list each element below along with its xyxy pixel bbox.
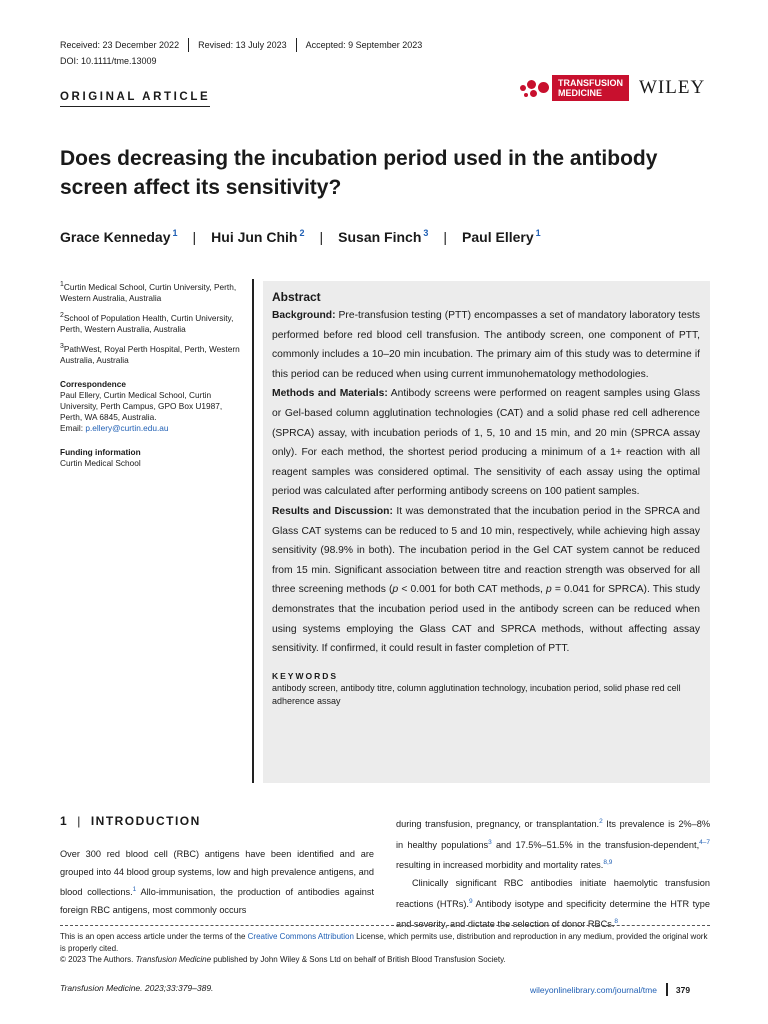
citation-link[interactable]: 8 [614, 918, 619, 926]
citation-link[interactable]: 9 [468, 897, 473, 905]
keywords-heading: KEYWORDS [272, 670, 339, 681]
affiliation-ref[interactable]: 1 [172, 228, 178, 238]
funding-text: Curtin Medical School [60, 457, 141, 468]
article-dates [60, 38, 431, 52]
license-link[interactable]: Creative Commons Attribution [247, 932, 354, 941]
abstract-box [263, 281, 710, 783]
affiliation-ref[interactable]: 2 [299, 228, 305, 238]
copyright-text: © 2023 The Authors. Transfusion Medicine published by John Wiley & Sons Ltd on behalf of British Blood Transfusion Society. [60, 955, 506, 965]
author[interactable]: Susan Finch $^3$ [338, 228, 429, 245]
journal-name-line1: TRANSFUSION [558, 78, 623, 88]
received-date: Received: 23 December 2022 [60, 40, 180, 50]
paragraph: Over 300 red blood cell (RBC) antigens have been identified and are grouped into 44 blood group systems, low and high prevalence antigens, and blood collections.$^1$ Allo-immunisation, the production of antibodies against foreign RBC antigens, most commonly occurs [60, 849, 375, 915]
divider [666, 983, 668, 996]
funding-heading: Funding information [60, 446, 141, 457]
paragraph: Clinically significant RBC antibodies initiate haemolytic transfusion reactions (HTRs).$^9$ Antibody isotype and specificity determine the HTR type and severity, and dictate the selection of donor RBCs.$^8$ [396, 877, 710, 930]
footer-right [530, 983, 690, 996]
abstract-results: Results and Discussion: It was demonstrated that the incubation period in the SPRCA and Glass CAT systems can be reduced to 5 and 10 min, respectively, while achieving high assay sensitivity (98.9% in both). The incubation period in the Gel CAT system cannot be reduced from 15 min. Significant association between titre and reaction strength was observed for all three screening methods (p < 0.001 for both CAT methods, p = 0.041 for SPRCA). This study demonstrates that the incubation period used in the antibody screen can be reduced when using systems employing the Glass CAT and SPRCA methods, without affecting assay sensitivity. If confirmed, it could result in faster completion of PTT. [272, 505, 700, 655]
affiliation-ref[interactable]: 1 [535, 228, 541, 238]
page-number: 379 [675, 984, 691, 995]
blood-drops-logo-icon [520, 77, 550, 99]
author[interactable]: Grace Kenneday $^1$ [60, 228, 178, 245]
correspondence-heading: Correspondence [60, 378, 126, 389]
journal-logo [520, 75, 705, 101]
revised-date: Revised: 13 July 2023 [198, 40, 287, 50]
author[interactable]: Paul Ellery $^1$ [462, 228, 541, 245]
accepted-date: Accepted: 9 September 2023 [305, 40, 423, 50]
affiliation: $^2$School of Population Health, Curtin University, Perth, Western Australia, Australia [60, 312, 234, 335]
body-column-right [396, 813, 710, 934]
doi: DOI: 10.1111/tme.13009 [60, 56, 157, 66]
journal-name-badge [552, 75, 629, 101]
citation-link[interactable]: 3 [488, 838, 492, 846]
abstract-heading: Abstract [272, 290, 321, 304]
paragraph: during transfusion, pregnancy, or transplantation.$^2$ Its prevalence is 2%–8% in healthy populations$^3$ and 17.5%–51.5% in the transfusion-dependent,$^{4-7}$ resulting in increased morbidity and mortality rates.$^{8,9}$ [396, 818, 710, 871]
citation-link[interactable]: 2 [599, 818, 603, 825]
body-column-left [60, 846, 374, 919]
author[interactable]: Hui Jun Chih $^2$ [211, 228, 305, 245]
section-heading: 1 | INTRODUCTION [60, 814, 201, 828]
license-notice [60, 931, 710, 966]
article-type: ORIGINAL ARTICLE [60, 91, 210, 107]
divider [60, 925, 710, 926]
divider [252, 279, 254, 783]
publisher-logo: WILEY [639, 77, 706, 98]
email-link[interactable]: p.ellery@curtin.edu.au [85, 423, 169, 434]
article-info-sidebar [60, 279, 243, 475]
correspondence-text: Paul Ellery, Curtin Medical School, Curtin University, Perth Campus, GPO Box U1987, Perth, WA 6845, Australia. Email: p.ellery@curtin.edu.au [60, 389, 223, 434]
citation-link[interactable]: 8,9 [603, 859, 613, 867]
citation-link[interactable]: 1 [132, 886, 137, 894]
abstract-methods: Methods and Materials: Antibody screens were performed on reagent samples using Glass or Gel-based column agglutination technologies (CAT) and a solid phase red cell adherence (SPRCA) assay, with incubation periods of 1, 5, 10 and 15 min, and 20 min (SPRCA assay only). For each method, the shortest period producing a minimum of a 1+ reaction with all reagent samples was considered optimal. The sensitivity of each assay using the optimal period was calculated after performing antibody screens on 100 patient samples. [272, 388, 700, 498]
journal-name-line2: MEDICINE [558, 88, 603, 98]
footer-citation: Transfusion Medicine. 2023;33:379–389. [60, 983, 214, 993]
article-title: Does decreasing the incubation period used in the antibody screen affect its sensitivity? [60, 147, 658, 199]
keywords: antibody screen, antibody titre, column agglutination technology, incubation period, solid phase red cell adherence assay [272, 682, 681, 706]
license-text: This is an open access article under the terms of the Creative Commons Attribution License, which permits use, distribution and reproduction in any medium, provided the original work is properly cited. [60, 932, 708, 953]
author-list: Grace Kenneday $^1$ | Hui Jun Chih $^2$ | Susan Finch $^3$ | Paul Ellery $^1$ [60, 228, 541, 245]
abstract-background: Background: Pre-transfusion testing (PTT) encompasses a set of mandatory laboratory tests performed before red blood cell transfusion. The antibody screen, one component of PTT, commonly includes a 10–20 min incubation. The primary aim of this study was to determine if this period can be reduced when using current immunohematology methodologies. [272, 310, 700, 380]
affiliation-ref[interactable]: 3 [423, 228, 429, 238]
affiliation: $^1$Curtin Medical School, Curtin University, Perth, Western Australia, Australia [60, 281, 237, 303]
affiliation: $^3$PathWest, Royal Perth Hospital, Perth, Western Australia, Australia [60, 343, 240, 366]
citation-link[interactable]: 4–7 [699, 838, 710, 846]
journal-url-link[interactable]: wileyonlinelibrary.com/journal/tme [530, 984, 657, 995]
